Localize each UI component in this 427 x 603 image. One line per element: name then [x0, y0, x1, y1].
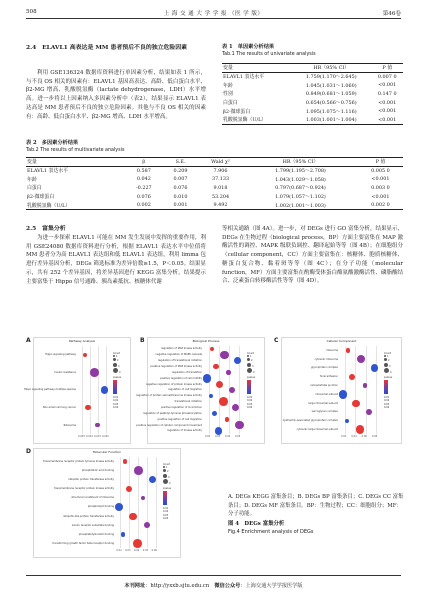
- table2-header-cell: S.E.: [175, 158, 186, 165]
- x-tick-label: 0.020: [102, 435, 109, 438]
- term-label: negative regulation of MAPK cascade: [155, 353, 202, 357]
- panel-a-kegg: [23, 337, 131, 444]
- enrichment-dot: [356, 425, 365, 434]
- term-label: focal adhesion: [319, 375, 338, 379]
- volume-label: 第46卷: [382, 11, 401, 17]
- term-label: cytosolic ribosome: [314, 357, 338, 361]
- term-label: Insulin resistance: [54, 370, 76, 374]
- legend-pvalue-value: 0.03: [163, 513, 169, 517]
- enrichment-dot: [339, 390, 348, 399]
- legend-count-value: 3: [389, 364, 391, 368]
- term-label: cell-substrate junction: [310, 384, 338, 387]
- enrichment-dot: [83, 353, 87, 357]
- panel-c-label: C: [274, 337, 279, 344]
- term-label: positive regulation of cell migration: [157, 417, 202, 421]
- x-tick-label: 0.04: [225, 435, 231, 438]
- enrichment-dot: [126, 486, 132, 492]
- table1-header-cell: 变量: [223, 65, 233, 72]
- table2-row: [26, 175, 403, 184]
- term-label: regulation of translational initiation: [157, 359, 202, 363]
- term-label: sarcoglycan complex: [311, 410, 338, 414]
- enrichment-dot: [229, 387, 235, 393]
- enrichment-dot: [129, 513, 136, 520]
- table2-cell: 0.076: [173, 184, 188, 191]
- table2-cell: β2-微球蛋白: [27, 194, 55, 201]
- section-2-5-paragraph-right: 等相关通路（图 4A）。进一步，对 DEGs 进行 GO 富集分析，结果显示，DEGs 在生物过程（biological process，BP）方面主要富集在 MAP 激酶活性的调控、MAPK 级联负调控、翻译起始等等（图 4B）；在细胞组分（cellular component，CC）方面主要富集在：核糖体、胞质核糖体、糖蛋白复合物、黏着斑等等（图 4C）；在分子功能（molecular function，MF）方面主要富集在酌酶受体蛋白酪氨酸激酶活性、磷脂酸结合、泛素蛋白转移酶活性等等（图 4D）。: [222, 226, 404, 285]
- term-label: phosphatidic acid binding: [81, 469, 114, 473]
- table1-cell: ELAVL1 表达水平: [223, 74, 265, 81]
- legend-count-title: Count: [384, 352, 392, 355]
- gridline: [376, 346, 377, 434]
- table2-cell: 0.797(0.687～0.924): [275, 185, 326, 192]
- table1-cell: 乳酸脱氢酶（U/L）: [223, 117, 267, 124]
- x-tick-label: 0.04: [134, 549, 140, 552]
- enrichment-dot: [212, 411, 218, 417]
- x-tick-label: 0.04: [351, 435, 357, 438]
- enrichment-dot: [213, 364, 219, 370]
- table2-cell: 0.001: [173, 202, 188, 209]
- table2-cell: 1.043(1.029～1.058): [275, 176, 326, 183]
- table2-header-cell: HR（95% CI）: [282, 159, 319, 166]
- term-label: Hippo signaling pathway-multiple species: [23, 388, 76, 392]
- x-tick-label: 0.005: [78, 435, 85, 438]
- enrichment-dot: [215, 427, 222, 434]
- table2: [26, 157, 403, 210]
- gridline: [98, 346, 99, 434]
- table2-row: [26, 166, 403, 175]
- table1-header-row: [222, 64, 403, 73]
- panel-d-title: Molecular Function: [92, 450, 122, 454]
- table2-header-row: [26, 158, 403, 167]
- legend-count-value: 2: [117, 359, 119, 363]
- term-label: glycoprotein complex: [311, 366, 338, 370]
- footer-wechat: ：上海交通大学学报医学版: [240, 583, 303, 589]
- x-tick-label: 0.02: [116, 549, 122, 552]
- term-label: regulation of peptidyl-tyrosine phosphorylation: [143, 411, 202, 415]
- table1-caption-cn: 表 1 单因素分析结果: [222, 44, 275, 50]
- legend-count-value: 4: [390, 370, 392, 374]
- legend-pvalue-value: 0.04: [384, 405, 390, 409]
- enrichment-dot: [134, 466, 143, 475]
- x-tick-label: 0.03: [125, 549, 131, 552]
- term-label: translational initiation: [174, 400, 202, 404]
- term-label: negative regulation of protein kinase activity: [145, 382, 202, 386]
- enrichment-dot: [115, 503, 124, 512]
- table2-header-cell: P 值: [375, 159, 386, 166]
- legend-count-value: 1: [116, 355, 118, 359]
- table1-row: [222, 72, 403, 81]
- panel-d-mf: [33, 448, 181, 558]
- legend-pvalue-title: pvalue: [113, 376, 122, 380]
- table2-caption-en: Tab.2 The results of multivariate analysis: [26, 148, 125, 153]
- table2-cell: 0.010: [173, 193, 188, 200]
- legend-pvalue-value: 0.02: [384, 399, 390, 403]
- table1-cell: β2-微球蛋白: [223, 108, 251, 115]
- table2-cell: 0.209: [173, 167, 188, 174]
- page-number: 508: [26, 9, 37, 15]
- table1-row: [222, 81, 403, 90]
- figure4-caption-cn: 图 4 DEGs 富集分析: [228, 521, 285, 527]
- table2-cell: 37.133: [211, 176, 230, 183]
- enrichment-dot: [363, 383, 367, 387]
- legend-pvalue-value: 0.02: [163, 510, 169, 514]
- enrichment-dot: [219, 397, 228, 406]
- section-2-4-paragraph: 利用 GSE136324 数据库资料进行单因素分析，结果如表 1 所示，与不良 OS 相关的因素有：ELAVL1 基因高表达、高龄、低白蛋白水平、β2-MG 增高、乳酸脱氢酶（lactate dehydrogenase，LDH）水平增高。进一步将以上因素纳入多因素分析中（表2），结果显示 ELAVL1 表达高是 MM 患者预后不良的独立危险因素。其他与不良 OS 相关的因素有：高龄、低白蛋白水平、β2-MG 增高、LDH 水平增高。: [26, 70, 206, 120]
- table1-cell: <0.001: [378, 99, 397, 106]
- table2-cell: 0.587: [136, 167, 151, 174]
- section-2-5-paragraph-left: 为进一步探索 ELAVL1 可能在 MM 发生发展中发挥的重要作用，利用 GSE24080 数据库资料进行分析，根据 ELAVL1 表达水平中位值将 MM 患者分为高 ELAVL1 表达组和低 ELAVL1 表达组，利用 limma 包进行差异基因分析，DEGs 筛选标准为差异倍数≥1.5，P＜0.05。结果显示，共有 252 个差异基因，将差异基因进行 KEGG 富集分析，结果提示主要富集于 Hippo 信号通路、胰岛素抵抗、核糖体代谢: [26, 235, 206, 285]
- pvalue-colorbar: [163, 491, 167, 505]
- legend-count-value: 2: [388, 359, 390, 363]
- legend-count-value: 2: [167, 470, 169, 474]
- legend: [113, 352, 121, 409]
- footer-rule: [26, 575, 401, 576]
- panel-a-title: Pathway Analysis: [69, 339, 95, 343]
- table1-cell: 年龄: [223, 82, 233, 89]
- gridline: [147, 457, 148, 548]
- table2-cell: 0.007: [173, 176, 188, 183]
- gridline: [129, 457, 130, 548]
- legend-count-title: Count: [113, 352, 121, 355]
- enrichment-dot: [121, 532, 125, 536]
- section-2-5-heading: 2.5 富集分析: [26, 225, 66, 232]
- table1-header-cell: HR（95% CI）: [313, 65, 350, 72]
- enrichment-dot: [141, 496, 145, 500]
- table1-row: [222, 98, 403, 107]
- table2-cell: 0.003 0: [371, 184, 390, 191]
- figure4-note: A. DEGs KEGG 富集条目；B. DEGs BP 富集条目；C. DEGs CC 富集条目；D. DEGs MF 富集条目。BP：生物过程；CC：细胞组分；MF：分子功能。: [228, 494, 404, 518]
- legend-pvalue-value: 0.04: [113, 405, 119, 409]
- legend-pvalue-value: 0.03: [113, 402, 119, 406]
- enrichment-dot: [357, 355, 366, 364]
- footer-site-url[interactable]: ：http://yxxb.sjtu.edu.cn: [145, 583, 210, 589]
- legend-count-value: 1: [166, 466, 168, 470]
- x-tick-label: 0.08: [371, 435, 378, 438]
- table1-cell: 1.003(1.001～1.004): [305, 117, 357, 124]
- legend-count-value: 2: [251, 359, 253, 363]
- enrichment-dot: [349, 374, 355, 380]
- table2-cell: 1.002(1.001～1.003): [275, 202, 326, 209]
- pvalue-colorbar: [247, 380, 251, 394]
- legend-pvalue-value: 0.03: [247, 402, 253, 406]
- legend-pvalue-value: 0.01: [384, 396, 390, 400]
- term-label: transforming growth factor beta receptor binding: [52, 541, 114, 545]
- table2-cell: 0.002: [136, 202, 151, 209]
- table1-caption: [222, 44, 402, 58]
- term-label: dystrophin-associated glycoprotein complex: [282, 419, 338, 423]
- x-tick-label: 0.06: [361, 435, 367, 438]
- term-label: large ribosomal subunit: [308, 401, 338, 405]
- table2-cell: 9.492: [213, 202, 228, 209]
- table1-cell: 1.045(1.031～1.060): [305, 82, 357, 89]
- table1-cell: 白蛋白: [223, 100, 238, 107]
- panel-b-bp: [136, 337, 265, 444]
- legend-pvalue-value: 0.01: [247, 396, 253, 400]
- legend-count-value: 4: [169, 481, 171, 485]
- table1-cell: 0.147 0: [377, 90, 397, 97]
- legend-count-value: 3: [252, 364, 254, 368]
- legend-count-title: Count: [247, 352, 255, 355]
- term-label: phosphatidylinositol binding: [78, 532, 114, 536]
- legend-count-value: 4: [253, 370, 255, 374]
- term-label: transmembrane receptor protein kinase activity: [53, 487, 114, 491]
- table2-cell: -0.227: [136, 184, 152, 191]
- legend: [384, 352, 392, 409]
- enrichment-dot: [101, 386, 108, 393]
- table2-header-cell: Wald χ²: [211, 158, 230, 165]
- table2-cell: 年龄: [27, 176, 37, 183]
- term-label: positive regulation of MAP kinase activity: [150, 364, 202, 368]
- gridline: [82, 346, 83, 434]
- enrichment-dot: [133, 539, 142, 548]
- x-tick-label: 0.02: [341, 435, 347, 438]
- gridline: [366, 346, 367, 434]
- term-label: positive regulation of cellular component movement: [136, 423, 202, 427]
- legend-pvalue-value: 0.03: [384, 402, 390, 406]
- table2-header-cell: 变量: [27, 159, 37, 166]
- enrichment-dot: [203, 374, 212, 383]
- legend-pvalue-value: 0.02: [113, 399, 119, 403]
- enrichment-dot: [95, 423, 99, 427]
- table2-cell: <0.001: [371, 193, 390, 200]
- gridline: [209, 346, 210, 434]
- x-tick-label: 0.05: [142, 549, 149, 552]
- table2-cell: 1.079(1.057～1.102): [275, 194, 326, 201]
- legend-count-value: 3: [118, 364, 120, 368]
- term-label: transmembrane receptor protein tyrosine kinase activity: [43, 459, 114, 463]
- table2-cell: 0.042: [136, 176, 151, 183]
- x-tick-label: 0.015: [94, 435, 101, 438]
- table2-cell: 0.076: [136, 193, 151, 200]
- enrichment-dot: [216, 381, 223, 388]
- table1-row: [222, 90, 403, 99]
- enrichment-dot: [123, 459, 127, 463]
- enrichment-dot: [209, 394, 213, 398]
- table2-cell: 1.799(1.195～2.708): [275, 168, 326, 175]
- term-label: phospholipid binding: [87, 505, 114, 509]
- enrichment-dot: [85, 405, 91, 411]
- table2-cell: 53.204: [211, 193, 230, 200]
- x-tick-label: 0.02: [205, 435, 211, 438]
- table2-caption: [26, 140, 403, 154]
- table2-cell: 0.002 0: [371, 202, 390, 209]
- legend-pvalue-value: 0.02: [247, 399, 253, 403]
- legend: [163, 463, 171, 520]
- x-tick-label: 0.010: [86, 435, 93, 438]
- enrichment-dot: [225, 417, 229, 421]
- panel-c-cc: [281, 337, 402, 444]
- table1: [222, 63, 403, 125]
- table1-cell: 1.095(1.075～1.116): [305, 108, 357, 115]
- legend-pvalue-title: pvalue: [384, 376, 393, 380]
- term-label: positive regulation of locomotion: [160, 406, 202, 409]
- enrichment-dot: [220, 351, 229, 360]
- legend-count-value: 1: [250, 355, 252, 359]
- legend-count-item: [384, 368, 392, 374]
- legend-pvalue-value: 0.01: [113, 396, 119, 400]
- term-label: Non-small cell lung cancer: [42, 406, 76, 409]
- term-label: ribosome: [326, 348, 338, 352]
- enrichment-dot: [226, 370, 230, 374]
- enrichment-dot: [90, 368, 99, 377]
- legend-pvalue-value: 0.04: [247, 405, 253, 409]
- table1-cell: 0.007 0: [377, 73, 397, 80]
- table2-cell: 7.906: [213, 167, 228, 174]
- term-label: Hippo signaling pathway: [45, 353, 76, 357]
- table2-cell: 0.005 0: [371, 167, 390, 174]
- x-tick-label: 0.05: [235, 435, 241, 438]
- footer-wechat-label: 微信公众号: [209, 583, 241, 589]
- term-label: regulation of translation: [171, 370, 202, 374]
- legend-pvalue-value: 0.04: [163, 516, 169, 520]
- journal-title: 上 海 交 通 大 学 学 报 （医 学 版）: [163, 11, 264, 17]
- panel-c-title: Cellular Component: [326, 339, 357, 343]
- term-label: regulation of kinase activity: [167, 429, 202, 433]
- enrichment-dot: [235, 421, 244, 430]
- legend-pvalue-title: pvalue: [163, 487, 172, 491]
- table1-cell: 性别: [223, 91, 233, 98]
- legend-count-value: 4: [119, 370, 121, 374]
- legend: [247, 352, 255, 409]
- panel-b-title: Biological Process: [192, 339, 220, 343]
- gridline: [90, 346, 91, 434]
- term-label: insulin receptor substrate binding: [71, 523, 114, 527]
- enrichment-dot: [366, 409, 372, 415]
- table2-row: [26, 192, 403, 201]
- term-label: cytosolic large ribosomal subunit: [296, 428, 338, 431]
- legend-count-value: 3: [168, 475, 170, 479]
- enrichment-dot: [144, 522, 150, 528]
- term-label: positive regulation of cell motility: [160, 376, 202, 380]
- table2-cell: ELAVL1 表达水平: [27, 168, 69, 175]
- panel-b-label: B: [140, 337, 145, 344]
- x-tick-label: 0.06: [151, 549, 157, 552]
- legend-count-item: [113, 368, 121, 374]
- term-label: regulation of protein serine/threonine kinase activity: [136, 394, 202, 398]
- x-tick-label: 0.03: [215, 435, 221, 438]
- legend-pvalue-value: 0.01: [163, 507, 169, 511]
- table1-cell: 0.654(0.566～0.756): [305, 100, 357, 107]
- enrichment-dot: [346, 348, 350, 352]
- header-rule: [26, 18, 401, 19]
- term-label: ubiquitin-like protein transferase activity: [63, 514, 114, 518]
- pvalue-colorbar: [384, 380, 388, 394]
- table2-header-cell: β: [142, 158, 146, 165]
- legend-pvalue-title: pvalue: [247, 376, 256, 380]
- panel-a-label: A: [26, 337, 31, 344]
- table2-cell: 乳酸脱氢酶（U/L）: [27, 202, 71, 209]
- table2-row: [26, 201, 403, 210]
- footer: [0, 582, 427, 589]
- table2-caption-cn: 表 2 多因素分析结果: [26, 140, 79, 146]
- legend-count-value: 1: [387, 355, 389, 359]
- footer-site-label: 本刊网址: [124, 583, 146, 589]
- figure4-caption-en: Fig.4 Enrichment analysis of DEGs: [228, 529, 314, 535]
- table1-header-cell: P 值: [382, 65, 393, 72]
- table1-cell: <0.001: [378, 116, 397, 123]
- table1-row: [222, 116, 403, 125]
- term-label: ubiquitin protein transferase activity: [68, 478, 114, 482]
- term-label: Ribosome: [63, 423, 76, 427]
- enrichment-dot: [345, 419, 349, 423]
- term-label: regulation of MAP kinase activity: [161, 347, 202, 351]
- enrichment-dot: [371, 364, 378, 371]
- table1-caption-en: Tab.1 The results of univariate analysis: [222, 52, 316, 57]
- table1-cell: 0.849(0.681～1.059): [305, 91, 357, 98]
- table2-row: [26, 184, 403, 193]
- enrichment-dot: [210, 347, 214, 351]
- table2-cell: 白蛋白: [27, 185, 42, 192]
- table1-row: [222, 107, 403, 116]
- table1-cell: 1.759(1.170～2.645): [305, 74, 357, 81]
- term-label: structural constituent of ribosome: [71, 496, 114, 500]
- legend-count-item: [163, 479, 171, 485]
- figure4-caption: [228, 520, 404, 536]
- table2-cell: 9.018: [213, 184, 228, 191]
- panel-d-label: D: [26, 448, 31, 455]
- gridline: [156, 457, 157, 548]
- pvalue-colorbar: [113, 380, 117, 394]
- legend-count-title: Count: [163, 463, 171, 466]
- section-2-4-heading: 2.4 ELAVL1 高表达是 MM 患者预后不良的独立危险因素: [26, 44, 188, 51]
- table2-cell: <0.001: [371, 176, 390, 183]
- gridline: [219, 346, 220, 434]
- table1-cell: <0.001: [378, 108, 397, 115]
- enrichment-dot: [352, 400, 359, 407]
- term-label: regulation of cell migration: [168, 388, 202, 392]
- term-label: ribosomal subunit: [315, 392, 338, 396]
- table1-cell: <0.001: [378, 82, 397, 89]
- legend-count-item: [247, 368, 255, 374]
